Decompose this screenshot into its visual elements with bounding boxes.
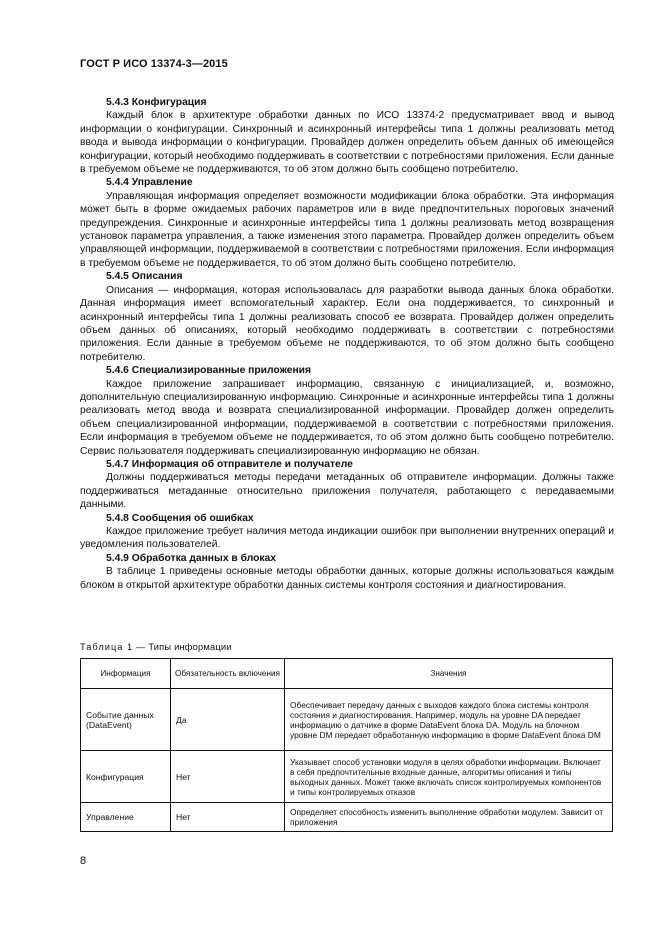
- section-block-processing: [80, 552, 614, 592]
- table-caption-dash: —: [136, 642, 146, 652]
- section-text: Каждый блок в архитектуре обработки данных по ИСО 13374-2 предусматривает ввод и вывод информации о конфигурации. Синхронный и асинхронный интерфейсы типа 1 должны реализовать метод ввода и вывода информации о конфигурации. Провайдер должен определить объем данных об имеющейся конфигурации, который необходимо поддерживать в соответствии с потребностями приложения. Если данные в требуемом объеме не поддерживаются, то об этом должно быть сообщено потребителю.: [80, 110, 614, 176]
- section-error-messages: [80, 512, 614, 552]
- cell-values: Указывает способ установки модуля в целях обработки информации. Включает в себя предпочтительные входные данные, алгоритмы описания и типы выходных данных. Может также включать список контролируемых компонентов и типы контролируемых отказов: [285, 751, 613, 803]
- section-title: 5.4.9 Обработка данных в блоках: [106, 552, 277, 564]
- section-title: 5.4.5 Описания: [106, 271, 183, 283]
- table-row: [81, 689, 613, 751]
- column-header-values: Значения: [285, 659, 613, 689]
- section-text: Управляющая информация определяет возможности модификации блока обработки. Эта информация может быть в форме ожидаемых рабочих параметров или в виде предпочтительных пороговых значений предупреждения. Синхронные и асинхронные интерфейсы типа 1 должны реализовать метод возвращения установок параметра управления, а также изменения этого параметра. Провайдер должен определить объем управляющей информации, поддерживаемой в соответствии с потребностями приложения. Если информация в требуемом объеме не поддерживается, то об этом должно быть сообщено потребителю.: [80, 190, 614, 269]
- section-text: Должны поддерживаться методы передачи метаданных об отправителе информации. Должны также поддерживаться метаданные относительно приложения получателя, работающего с передаваемыми данными.: [80, 472, 614, 511]
- table-row: [81, 803, 613, 832]
- section-title: 5.4.3 Конфигурация: [106, 97, 207, 108]
- cell-mandatory: Нет: [171, 803, 285, 832]
- section-title: 5.4.8 Сообщения об ошибках: [106, 512, 254, 524]
- cell-information: Событие данных (DataEvent): [81, 689, 171, 751]
- cell-information: Управление: [81, 803, 171, 832]
- cell-values: Обеспечивает передачу данных с выходов каждого блока системы контроля состояния и диагностирования. Например, модуль на уровне DA передает информацию о датчике в форме DataEvent блока DA. Модуль на блочном уровне DM передает обработанную информацию в форме DataEvent блока DM: [285, 689, 613, 751]
- column-header-information: Информация: [81, 659, 171, 689]
- column-header-mandatory: Обязательность включения: [171, 659, 285, 689]
- section-text: Каждое приложение требует наличия метода индикации ошибок при выполнении внутренних операций и уведомления пользователей.: [80, 526, 614, 551]
- section-control: [80, 176, 614, 270]
- section-title: 5.4.6 Специализированные приложения: [106, 365, 312, 377]
- table-row: [81, 751, 613, 803]
- document-body: [80, 96, 614, 592]
- section-title: 5.4.7 Информация об отправителе и получателе: [106, 458, 353, 470]
- section-sender-receiver: [80, 458, 614, 512]
- cell-information: Конфигурация: [81, 751, 171, 803]
- section-text: Каждое приложение запрашивает информацию, связанную с инициализацией, и, возможно, дополнительную специализированную информацию. Синхронные и асинхронные интерфейсы типа 1 должны реализовать метод ввода и возврата специализированной информации. Провайдер должен определить объем специализированной информации, поддерживаемой в соответствии с потребностями приложения. Если информация в требуемом объеме не поддерживается, то об этом должно быть сообщено потребителю. Сервис пользователя поддерживать специализированную информацию не обязан.: [80, 378, 614, 457]
- cell-values: Определяет способность изменить выполнение обработки модулем. Зависит от приложения: [285, 803, 613, 832]
- section-title: 5.4.4 Управление: [106, 177, 193, 189]
- section-descriptions: [80, 270, 614, 364]
- table-header-row: [81, 659, 613, 689]
- section-configuration: [80, 96, 614, 176]
- section-text: В таблице 1 приведены основные методы обработки данных, которые должны использоваться каждым блоком в открытой архитектуре обработки данных системы контроля состояния и диагностирования.: [80, 566, 614, 591]
- info-types-table: [80, 658, 613, 832]
- table-caption: [80, 642, 232, 652]
- table-caption-prefix: Таблица 1: [80, 642, 134, 652]
- cell-mandatory: Нет: [171, 751, 285, 803]
- table-caption-title: Типы информации: [148, 642, 232, 652]
- section-text: Описания — информация, которая использовалась для разработки вывода данных блока обработки. Данная информация имеет вспомогательный характер. Если она поддерживается, то синхронный и асинхронный интерфейсы типа 1 должны реализовать способ ее возврата. Провайдер должен определить объем данных об описаниях, который необходимо поддерживать в соответствии с потребностями приложения. Если данные в требуемом объеме не поддерживаются, то об этом должно быть сообщено потребителю.: [80, 284, 614, 363]
- section-specialized-apps: [80, 364, 614, 458]
- page-number: 8: [80, 855, 87, 867]
- document-header: ГОСТ Р ИСО 13374-3—2015: [80, 58, 228, 70]
- cell-mandatory: Да: [171, 689, 285, 751]
